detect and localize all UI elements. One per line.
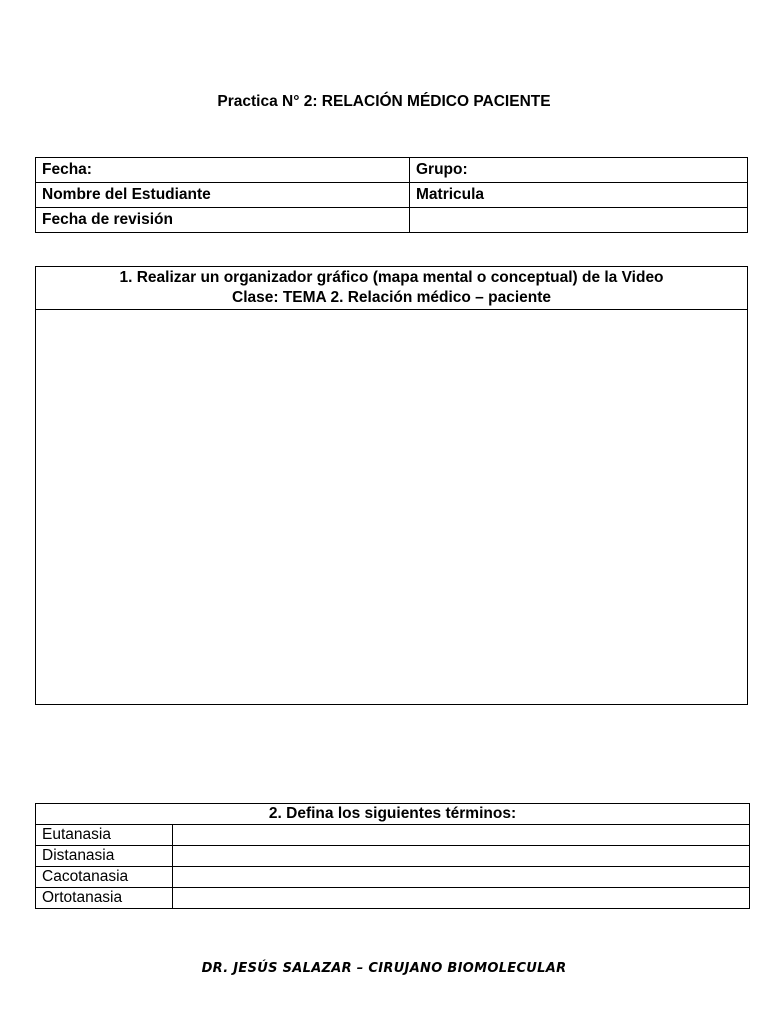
term-label: Eutanasia bbox=[36, 825, 173, 846]
term-definition-field[interactable] bbox=[173, 825, 750, 846]
question-1-answer-area[interactable] bbox=[36, 310, 748, 705]
question-2-table bbox=[35, 803, 750, 909]
question-2-text: Defina los siguientes términos: bbox=[286, 805, 517, 822]
question-1-heading bbox=[36, 267, 748, 310]
table-row bbox=[36, 183, 748, 208]
question-1-number: 1. bbox=[119, 269, 133, 286]
matricula-label[interactable]: Matricula bbox=[410, 183, 748, 208]
question-1-text-line2: Clase: TEMA 2. Relación médico – paciente bbox=[232, 289, 551, 306]
question-1-text-line1: Realizar un organizador gráfico (mapa mental o conceptual) de la Video bbox=[136, 269, 664, 286]
student-info-table bbox=[35, 157, 748, 233]
table-row bbox=[36, 888, 750, 909]
term-label: Cacotanasia bbox=[36, 867, 173, 888]
fecha-revision-field[interactable] bbox=[410, 208, 748, 233]
question-2-header-row bbox=[36, 804, 750, 825]
fecha-label[interactable]: Fecha: bbox=[36, 158, 410, 183]
question-2-heading bbox=[36, 804, 750, 825]
table-row bbox=[36, 208, 748, 233]
term-definition-field[interactable] bbox=[173, 846, 750, 867]
question-1-header-row bbox=[36, 267, 748, 310]
table-row bbox=[36, 846, 750, 867]
question-2-number: 2. bbox=[268, 805, 282, 822]
fecha-revision-label[interactable]: Fecha de revisión bbox=[36, 208, 410, 233]
term-definition-field[interactable] bbox=[173, 888, 750, 909]
nombre-estudiante-label[interactable]: Nombre del Estudiante bbox=[36, 183, 410, 208]
question-1-answer-row bbox=[36, 310, 748, 705]
term-label: Ortotanasia bbox=[36, 888, 173, 909]
term-label: Distanasia bbox=[36, 846, 173, 867]
term-definition-field[interactable] bbox=[173, 867, 750, 888]
grupo-label[interactable]: Grupo: bbox=[410, 158, 748, 183]
page-footer: DR. JESÚS SALAZAR – CIRUJANO BIOMOLECULAR bbox=[201, 961, 567, 976]
page-title: Practica N° 2: RELACIÓN MÉDICO PACIENTE bbox=[217, 93, 551, 110]
table-row bbox=[36, 158, 748, 183]
table-row bbox=[36, 825, 750, 846]
question-1-table bbox=[35, 266, 748, 705]
table-row bbox=[36, 867, 750, 888]
